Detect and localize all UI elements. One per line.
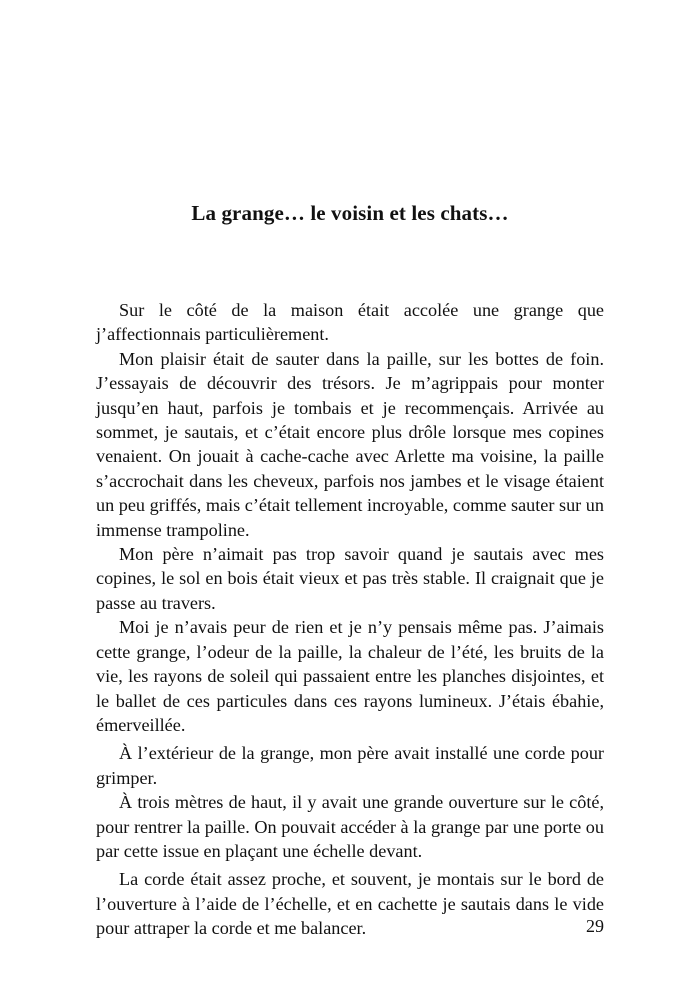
paragraph: La corde était assez proche, et souvent, je montais sur le bord de l’ouverture à l’aide de l’échelle, et en cachette je sautais dans le vide pour attraper la corde et me balancer. [96,869,604,939]
paragraph: Mon père n’aimait pas trop savoir quand je sautais avec mes copines, le sol en bois était vieux et pas très stable. Il craignait que je passe au travers. [96,544,604,613]
paragraph: À l’extérieur de la grange, mon père avait installé une corde pour grimper. [96,743,604,788]
chapter-title: La grange… le voisin et les chats… [191,201,509,225]
paragraph: Moi je n’avais peur de rien et je n’y pensais même pas. J’aimais cette grange, l’odeur de la paille, la chaleur de l’été, les bruits de la vie, les rayons de soleil qui passaient entre les planches disjointes, et le ballet de ces particules dans ces rayons lumineux. J’étais ébahie, émerveillée. [96,617,604,735]
chapter-body [96,298,604,941]
paragraph: Mon plaisir était de sauter dans la paille, sur les bottes de foin. J’essayais de découvrir des trésors. Je m’agrippais pour monter jusqu’en haut, parfois je tombais et je recommençais. Arrivée au sommet, je sautais, et c’était encore plus drôle lorsque mes copines venaient. On jouait à cache-cache avec Arlette ma voisine, la paille s’accrochait dans les cheveux, parfois nos jambes et le visage étaient un peu griffés, mais c’était tellement incroyable, comme sauter sur un immense trampoline. [96,348,604,540]
paragraph: Sur le côté de la maison était accolée une grange que j’affectionnais particulièrement. [96,300,604,345]
paragraph: À trois mètres de haut, il y avait une grande ouverture sur le côté, pour rentrer la paille. On pouvait accéder à la grange par une porte ou par cette issue en plaçant une échelle devant. [96,792,604,861]
page-number: 29 [586,916,604,936]
